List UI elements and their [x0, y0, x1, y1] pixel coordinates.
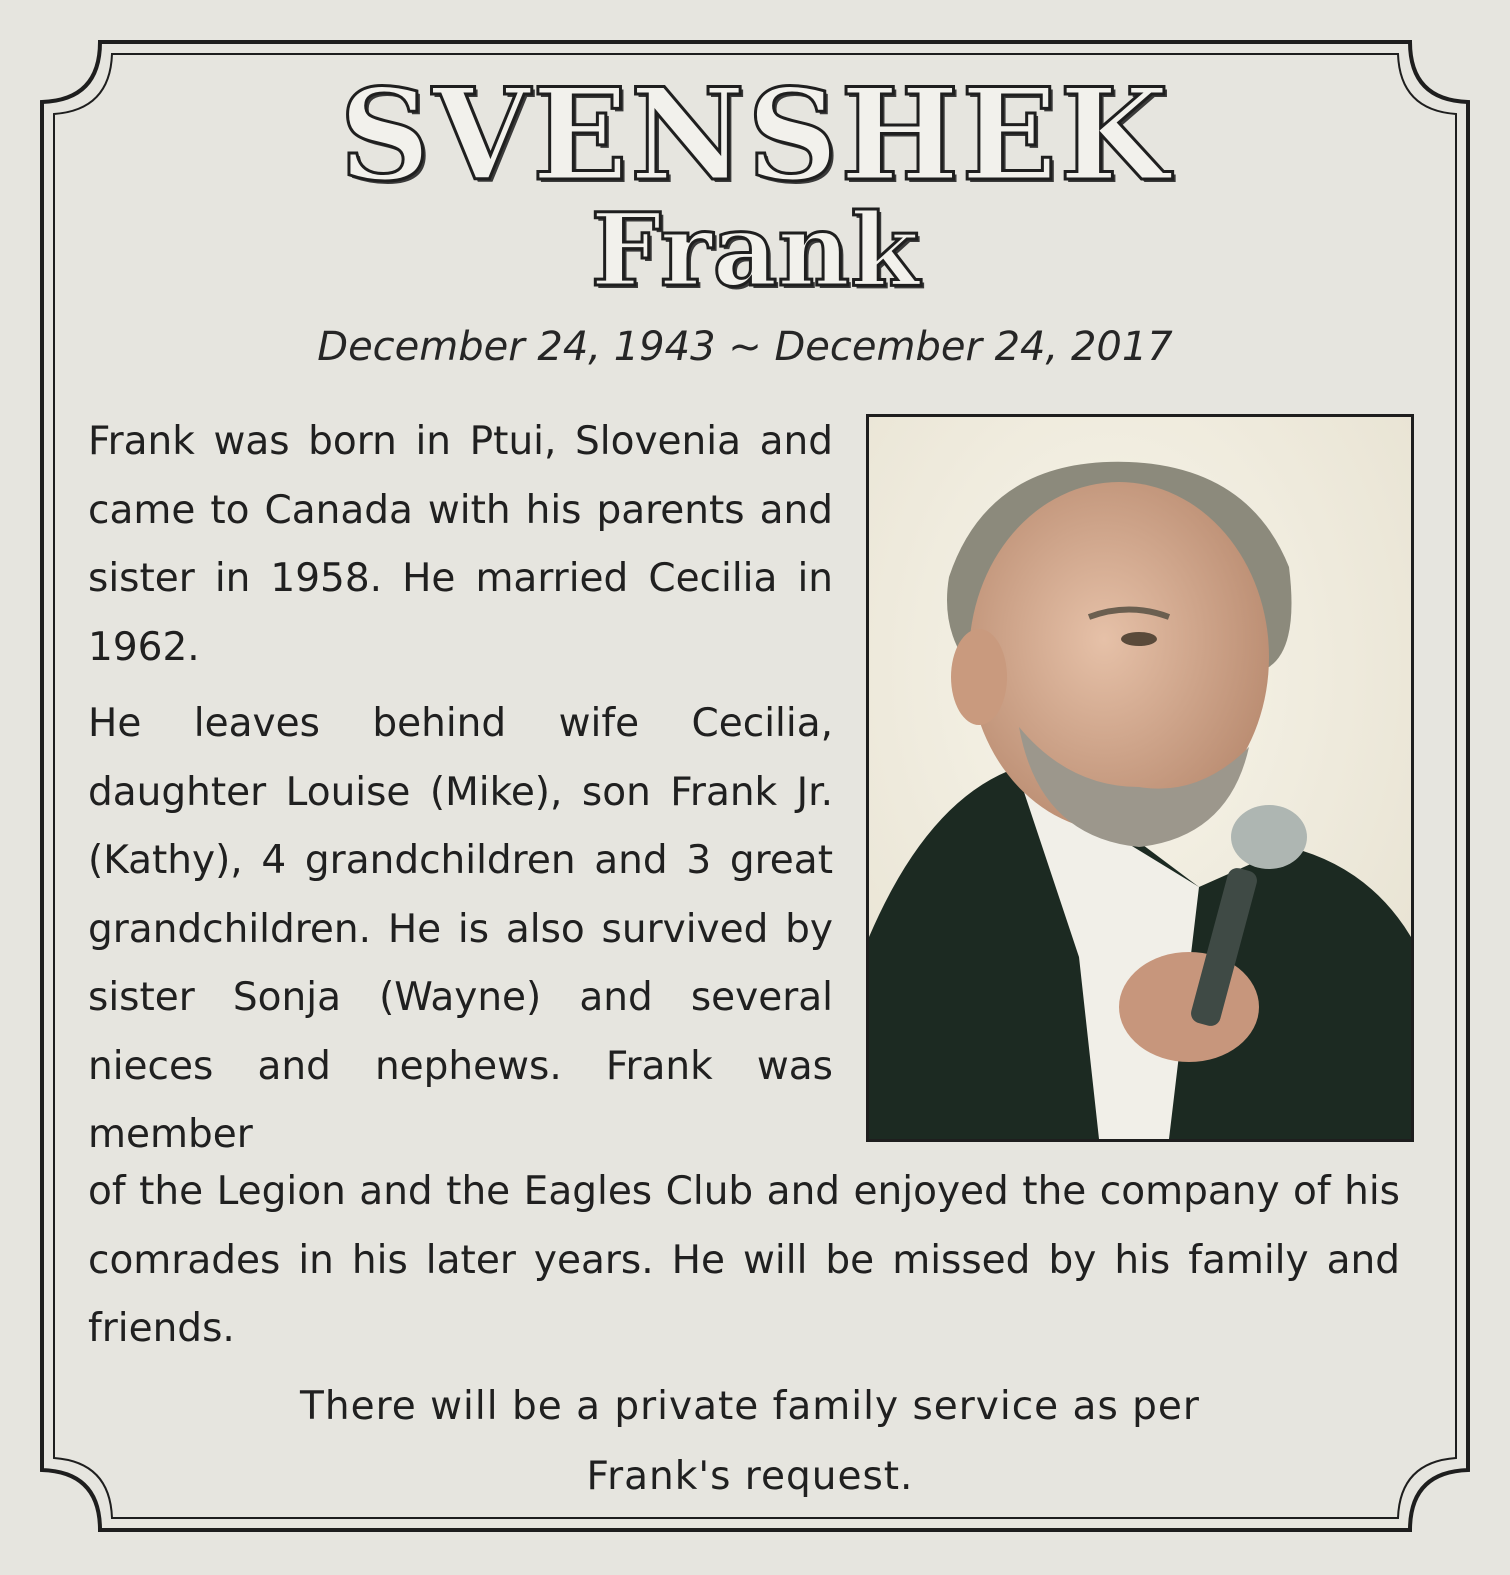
life-dates: December 24, 1943 ~ December 24, 2017	[317, 324, 1173, 370]
obituary-text-column	[88, 408, 833, 1178]
service-notice	[160, 1372, 1340, 1512]
service-line: There will be a private family service as per	[300, 1384, 1200, 1429]
paragraph-survivors-continued: of the Legion and the Eagles Club and enjoyed the company of his comrades in his later years. He will be missed by his family and friends.	[88, 1169, 1400, 1351]
paragraph-survivors: He leaves behind wife Cecilia, daughter Louise (Mike), son Frank Jr. (Kathy), 4 grandchildren and 3 great grandchildren. He is also survived by sister Sonja (Wayne) and several nieces and nephews. Frank was member	[88, 701, 833, 1157]
portrait-icon	[869, 417, 1411, 1139]
surname-heading: SVENSHEK	[339, 61, 1171, 209]
paragraph-birth: Frank was born in Ptui, Slovenia and came to Canada with his parents and sister in 1958. He married Cecilia in 1962.	[88, 419, 833, 670]
portrait-photo	[866, 414, 1414, 1142]
service-line: Frank's request.	[586, 1454, 914, 1499]
given-name-heading: Frank	[590, 191, 920, 309]
